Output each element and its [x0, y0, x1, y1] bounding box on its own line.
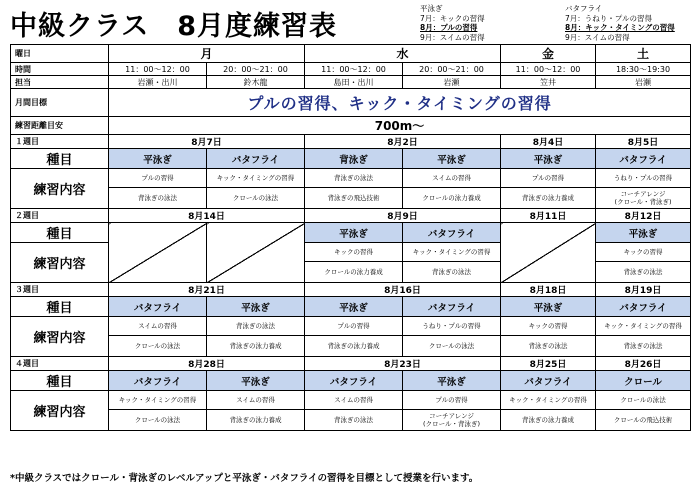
stroke-type: 平泳ぎ — [501, 297, 596, 317]
time-cell: 20：00〜21：00 — [403, 63, 501, 76]
coach-cell: 岩瀬 — [596, 76, 691, 89]
day-fri: 金 — [501, 45, 596, 63]
week-label: ２週目 — [11, 209, 109, 223]
week-date: 8月14日 — [109, 209, 305, 223]
week-type-row — [11, 149, 691, 169]
type-label: 種目 — [11, 149, 109, 169]
content-item: コーチアレンジ (クロール・背泳ぎ) — [596, 188, 691, 209]
content-item: 背泳ぎの泳法 — [305, 169, 403, 188]
week-label: ３週目 — [11, 283, 109, 297]
content-item: クロールの泳法 — [109, 336, 207, 357]
week-type-row — [11, 223, 691, 243]
no-class-cell — [109, 223, 207, 283]
schedule-table — [10, 44, 691, 431]
content-item: クロールの飛込技術 — [596, 410, 691, 431]
page-title: 中級クラス 8月度練習表 — [10, 11, 337, 42]
day-wed: 水 — [305, 45, 501, 63]
stroke-type: バタフライ — [403, 297, 501, 317]
coach-cell: 鈴木龍 — [207, 76, 305, 89]
coach-label: 担当 — [11, 76, 109, 89]
legend-line: 7月：キックの習得 — [420, 13, 485, 23]
content-label: 練習内容 — [11, 317, 109, 357]
content-item: クロールの泳法 — [403, 336, 501, 357]
week-date: 8月25日 — [501, 357, 596, 371]
time-cell: 11：00〜12：00 — [501, 63, 596, 76]
content-item: 背泳ぎの泳力養成 — [305, 336, 403, 357]
week-date: 8月5日 — [596, 135, 691, 149]
week-date: 8月21日 — [109, 283, 305, 297]
week-date: 8月9日 — [305, 209, 501, 223]
week-content-row — [11, 391, 691, 410]
week-content-row — [11, 410, 691, 431]
stroke-type: 平泳ぎ — [207, 297, 305, 317]
content-item: スイムの習得 — [403, 169, 501, 188]
coach-row — [11, 76, 691, 89]
stroke-type: 背泳ぎ — [305, 149, 403, 169]
type-label: 種目 — [11, 371, 109, 391]
content-item: うねり・プルの習得 — [403, 317, 501, 336]
stroke-type: 平泳ぎ — [501, 149, 596, 169]
type-label: 種目 — [11, 223, 109, 243]
week-date: 8月11日 — [501, 209, 596, 223]
content-item: コーチアレンジ (クロール・背泳ぎ) — [403, 410, 501, 431]
monthly-goal: プルの習得、キック・タイミングの習得 — [109, 89, 691, 117]
content-item: キックの習得 — [596, 243, 691, 262]
coach-cell: 岩瀬 — [403, 76, 501, 89]
content-item: 背泳ぎの泳力養成 — [207, 410, 305, 431]
content-item: 背泳ぎの飛込技術 — [305, 188, 403, 209]
stroke-type: バタフライ — [305, 371, 403, 391]
content-item: プルの習得 — [305, 317, 403, 336]
stroke-type: バタフライ — [207, 149, 305, 169]
legend-line: 平泳ぎ — [420, 4, 443, 13]
time-cell: 20：00〜21：00 — [207, 63, 305, 76]
week-date: 8月23日 — [305, 357, 501, 371]
content-item: 背泳ぎの泳法 — [596, 262, 691, 283]
content-label: 練習内容 — [11, 243, 109, 283]
day-row — [11, 45, 691, 63]
content-item: 背泳ぎの泳法 — [501, 336, 596, 357]
stroke-type: 平泳ぎ — [403, 371, 501, 391]
type-label: 種目 — [11, 297, 109, 317]
content-label: 練習内容 — [11, 391, 109, 431]
coach-cell: 岩瀬・出川 — [109, 76, 207, 89]
week-label: １週目 — [11, 135, 109, 149]
week-type-row — [11, 297, 691, 317]
legend-line-current: 8月：キック・タイミングの習得 — [565, 23, 675, 32]
week-content-row — [11, 188, 691, 209]
time-cell: 11：00〜12：00 — [109, 63, 207, 76]
time-cell: 18:30〜19:30 — [596, 63, 691, 76]
legend-line-current: 8月：プルの習得 — [420, 23, 478, 32]
week-date: 8月12日 — [596, 209, 691, 223]
stroke-type: 平泳ぎ — [305, 297, 403, 317]
time-label: 時間 — [11, 63, 109, 76]
content-item: クロールの泳法 — [596, 391, 691, 410]
week-date: 8月26日 — [596, 357, 691, 371]
content-item: 背泳ぎの泳力養成 — [501, 410, 596, 431]
legend-line: 7月：うねり・プルの習得 — [565, 13, 652, 23]
stroke-type: バタフライ — [109, 371, 207, 391]
goal-label: 月間目標 — [11, 89, 109, 117]
week-content-row — [11, 169, 691, 188]
content-item: スイムの習得 — [207, 391, 305, 410]
stroke-type: バタフライ — [403, 223, 501, 243]
content-item: キックの習得 — [501, 317, 596, 336]
week-content-row — [11, 317, 691, 336]
stroke-type: バタフライ — [596, 149, 691, 169]
stroke-type: バタフライ — [501, 371, 596, 391]
time-cell: 11：00〜12：00 — [305, 63, 403, 76]
week-content-row — [11, 336, 691, 357]
week-date: 8月7日 — [109, 135, 305, 149]
week-type-row — [11, 371, 691, 391]
content-item: クロールの泳法 — [109, 410, 207, 431]
legend-line: 9月：スイムの習得 — [565, 32, 630, 42]
stroke-type: クロール — [596, 371, 691, 391]
no-class-cell — [501, 223, 596, 283]
week-date-row — [11, 135, 691, 149]
content-item: 背泳ぎの泳法 — [305, 410, 403, 431]
content-item: うねり・プルの習得 — [596, 169, 691, 188]
content-item: 背泳ぎの泳法 — [403, 262, 501, 283]
week-date-row — [11, 283, 691, 297]
content-item: クロールの泳力養成 — [305, 262, 403, 283]
content-item: 背泳ぎの泳法 — [596, 336, 691, 357]
legend-breaststroke — [420, 4, 485, 42]
week-date: 8月28日 — [109, 357, 305, 371]
content-item: クロールの泳法 — [207, 188, 305, 209]
content-item: 背泳ぎの泳法 — [207, 317, 305, 336]
content-item: 背泳ぎの泳力養成 — [501, 188, 596, 209]
content-item: キック・タイミングの習得 — [501, 391, 596, 410]
content-item: キック・タイミングの習得 — [109, 391, 207, 410]
goal-row — [11, 89, 691, 117]
distance-row — [11, 117, 691, 135]
content-item: スイムの習得 — [109, 317, 207, 336]
content-item: キック・タイミングの習得 — [207, 169, 305, 188]
stroke-type: 平泳ぎ — [305, 223, 403, 243]
content-item: プルの習得 — [501, 169, 596, 188]
day-label: 曜日 — [11, 45, 109, 63]
coach-cell: 島田・出川 — [305, 76, 403, 89]
stroke-type: 平泳ぎ — [207, 371, 305, 391]
week-date-row — [11, 209, 691, 223]
week-date-row — [11, 357, 691, 371]
content-item: スイムの習得 — [305, 391, 403, 410]
stroke-type: 平泳ぎ — [403, 149, 501, 169]
content-item: キック・タイミングの習得 — [403, 243, 501, 262]
week-date: 8月16日 — [305, 283, 501, 297]
legend-line: バタフライ — [565, 4, 603, 13]
time-row — [11, 63, 691, 76]
footnote: *中級クラスではクロール・背泳ぎのレベルアップと平泳ぎ・バタフライの習得を目標として授業を行います。 — [10, 473, 479, 484]
legend-line: 9月：スイムの習得 — [420, 32, 485, 42]
stroke-type: バタフライ — [596, 297, 691, 317]
distance-value: 700m〜 — [109, 117, 691, 135]
stroke-type: 平泳ぎ — [109, 149, 207, 169]
week-date: 8月4日 — [501, 135, 596, 149]
day-mon: 月 — [109, 45, 305, 63]
week-date: 8月18日 — [501, 283, 596, 297]
stroke-type: 平泳ぎ — [596, 223, 691, 243]
content-item: キック・タイミングの習得 — [596, 317, 691, 336]
stroke-type: バタフライ — [109, 297, 207, 317]
distance-label: 練習距離目安 — [11, 117, 109, 135]
legend-butterfly — [565, 4, 675, 42]
content-label: 練習内容 — [11, 169, 109, 209]
no-class-cell — [207, 223, 305, 283]
content-item: プルの習得 — [403, 391, 501, 410]
week-label: ４週目 — [11, 357, 109, 371]
content-item: 背泳ぎの泳法 — [109, 188, 207, 209]
week-date: 8月2日 — [305, 135, 501, 149]
content-item: クロールの泳力養成 — [403, 188, 501, 209]
day-sat: 土 — [596, 45, 691, 63]
coach-cell: 笠井 — [501, 76, 596, 89]
content-item: キックの習得 — [305, 243, 403, 262]
content-item: 背泳ぎの泳力養成 — [207, 336, 305, 357]
week-date: 8月19日 — [596, 283, 691, 297]
content-item: プルの習得 — [109, 169, 207, 188]
